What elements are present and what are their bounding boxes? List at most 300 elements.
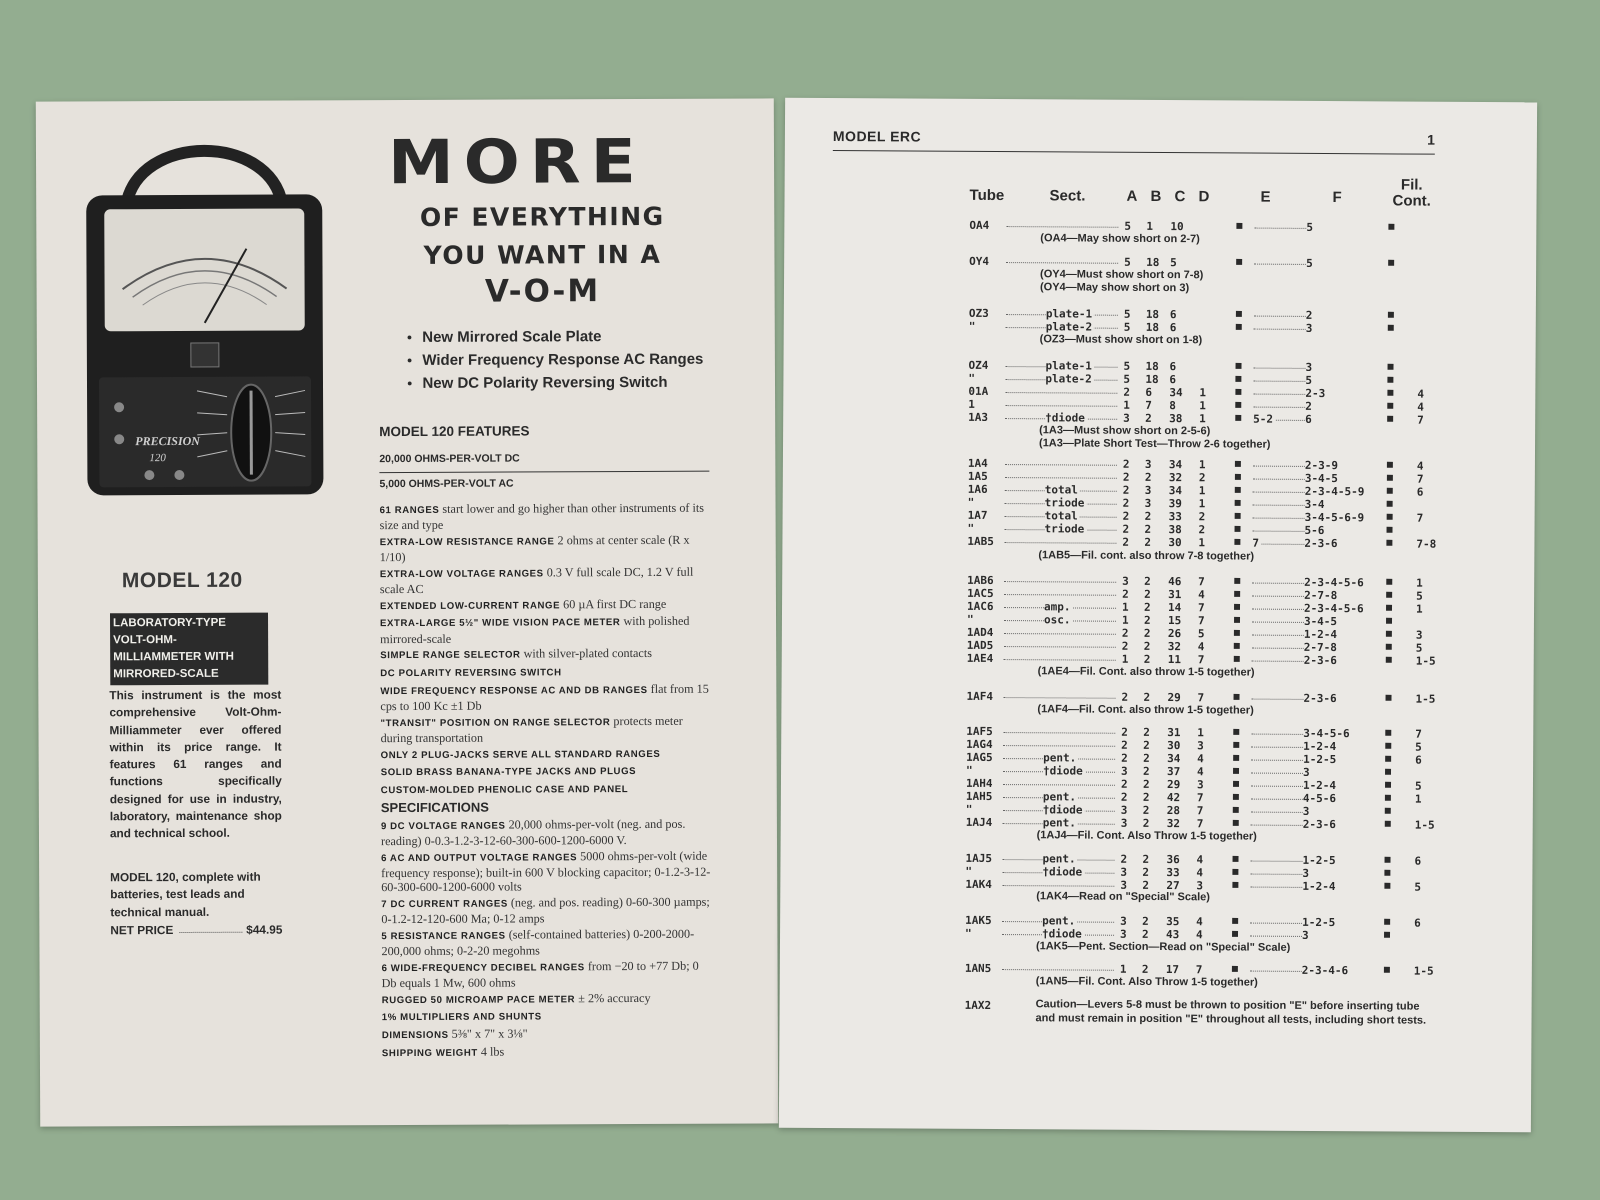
cell-sect: †diode [1042,865,1083,879]
cell-f: 4-5-6 [1302,791,1337,806]
feature-key: DC POLARITY REVERSING SWITCH [380,667,562,680]
cell-tube: " [967,521,975,535]
cell-b: 2 [1142,803,1150,817]
cell-fil: 7 [1415,727,1422,741]
cell-b: 2 [1142,852,1150,866]
square-marker-icon: ■ [1234,601,1241,613]
feature-text: with polished mirrored-scale [380,614,690,646]
cell-c: 31 [1167,726,1181,740]
square-marker-icon: ■ [1384,792,1391,804]
cell-sect: pent. [1043,751,1077,765]
cell-tube: 1AJ4 [965,815,993,829]
square-marker-icon: ■ [1387,413,1394,425]
cell-f: 3-4 [1304,497,1325,512]
dot-leader [1254,368,1306,369]
cell-tube: 1AF4 [966,689,994,703]
cell-d: 2 [1198,471,1206,485]
cell-tube: " [968,371,976,385]
feature-text: protects meter during transportation [380,713,683,745]
cell-tube: 1AB5 [967,534,994,548]
square-marker-icon: ■ [1234,523,1241,535]
dot-leader [1002,885,1114,887]
dot-leader [1251,747,1303,748]
feature-item [380,646,710,664]
cell-b: 2 [1144,600,1151,614]
headline: MORE [387,126,646,198]
cell-a: 2 [1121,725,1128,739]
square-marker-icon: ■ [1385,654,1392,666]
cell-c: 38 [1168,523,1182,537]
dot-leader [1253,531,1305,532]
square-marker-icon: ■ [1384,916,1391,928]
spec-key: SHIPPING WEIGHT [381,1047,478,1059]
cell-d: 7 [1197,614,1205,628]
dot-leader [1252,596,1304,597]
col-header-sect: Sect. [1049,187,1086,205]
cell-tube: 1AF5 [966,724,993,738]
cell-b: 2 [1141,962,1149,976]
dot-leader [1252,583,1304,584]
cell-a: 2 [1122,522,1130,536]
cell-e: 5-2 [1253,412,1274,426]
cell-f: 2-3-6 [1304,536,1338,551]
square-marker-icon: ■ [1233,739,1240,751]
cell-fil: 6 [1414,854,1422,868]
cell-b: 7 [1145,398,1152,412]
spec-key: RUGGED 50 MICROAMP PACE METER [381,994,576,1006]
spec-key: 6 AC AND OUTPUT VOLTAGE RANGES [381,852,578,865]
feature-text: 2 ohms at center scale (R x 1/10) [379,532,690,565]
cell-a: 2 [1122,496,1130,510]
specs-heading: SPECIFICATIONS [380,799,489,816]
dot-leader [1006,262,1118,264]
cell-tube: OY4 [969,254,990,268]
cell-tube: " [966,763,973,777]
cell-a: 2 [1121,751,1128,765]
cell-a: 2 [1122,470,1130,484]
price-label: NET PRICE [110,923,174,938]
cell-f: 1-2-5 [1302,853,1336,868]
cell-c: 32 [1168,471,1183,485]
cell-f: 1-2-4 [1303,739,1337,754]
subheadline-1: OF EVERYTHING [419,201,665,232]
square-marker-icon: ■ [1235,308,1242,320]
dot-leader [1252,609,1304,610]
dot-leader [1004,633,1116,635]
cell-d: 4 [1196,853,1204,867]
cell-tube: 1AG5 [966,750,993,764]
spec-item [382,990,712,1008]
cell-sect: plate-1 [1045,307,1093,321]
col-header-fil: Fil. [1400,176,1423,194]
spec-text: (self-contained batteries) 0-200-2000-200,000 ohms; 0-2-20 megohms [381,926,695,959]
cell-a: 1 [1122,600,1129,614]
cell-d: 7 [1197,653,1205,667]
spec-key: 9 DC VOLTAGE RANGES [380,820,506,833]
cell-tube: 01A [968,384,989,398]
cell-sect: osc. [1043,613,1071,627]
cell-d: 5 [1197,627,1205,641]
dot-leader [1253,394,1305,395]
cell-tube: 1AH5 [965,789,993,803]
cell-d: 4 [1197,765,1204,779]
tube-note: (1AK5—Pent. Section—Read on "Special" Scale) [1035,940,1291,954]
cell-tube: " [965,926,972,940]
dot-leader [1253,505,1305,506]
lab-type-box [110,613,268,686]
features-heading: MODEL 120 FEATURES [379,423,530,440]
cell-f: 2 [1305,308,1313,322]
cell-a: 1 [1121,652,1129,666]
feature-item [380,681,710,713]
dot-leader [1253,518,1305,519]
square-marker-icon: ■ [1233,627,1240,639]
dot-leader [1253,466,1305,467]
dot-leader [1254,264,1306,265]
cell-tube: 1AK5 [965,913,992,927]
cell-c: 6 [1169,360,1177,374]
cell-sect: total [1044,483,1078,497]
spec-text: ± 2% accuracy [575,990,651,1006]
feature-key: ONLY 2 PLUG-JACKS SERVE ALL STANDARD RANGES [380,748,661,761]
cell-c: 43 [1166,928,1180,942]
cell-b: 2 [1143,652,1151,666]
spec-key: DIMENSIONS [381,1029,449,1042]
dot-leader [1005,392,1117,394]
square-marker-icon: ■ [1232,778,1240,790]
cell-tube: 1A3 [968,410,989,424]
cell-c: 27 [1166,879,1180,893]
cell-c: 42 [1166,791,1181,805]
tube-note: (1AJ4—Fil. Cont. Also Throw 1-5 together) [1036,829,1257,843]
cell-b: 2 [1143,626,1151,640]
dot-leader [1004,542,1116,544]
dot-leader [1250,887,1302,888]
cell-f: 2 [1305,399,1312,413]
cell-fil: 6 [1416,485,1424,499]
cell-c: 34 [1169,386,1183,400]
feature-item [381,763,711,781]
cell-d: 7 [1196,804,1204,818]
cell-fil: 7 [1417,413,1424,427]
dot-leader [1250,861,1302,862]
feature-key: "TRANSIT" POSITION ON RANGE SELECTOR [380,716,611,729]
cell-b: 18 [1146,255,1160,270]
square-marker-icon: ■ [1386,498,1393,510]
cell-b: 2 [1143,690,1151,704]
feature-key: EXTENDED LOW-CURRENT RANGE [379,600,561,612]
square-marker-icon: ■ [1233,726,1240,738]
square-marker-icon: ■ [1385,740,1392,752]
cell-tube: 1A5 [967,469,988,483]
subheadline-3: V-O-M [484,273,601,310]
feature-key: EXTRA-LOW RESISTANCE RANGE [379,536,555,549]
square-marker-icon: ■ [1387,374,1394,386]
cell-sect: plate-2 [1045,372,1092,386]
cell-tube: " [967,495,975,509]
cell-a: 2 [1120,777,1128,791]
header-title: MODEL ERC [832,128,922,145]
feature-item [381,745,711,763]
cell-c: 32 [1167,640,1182,654]
cell-fil: 1 [1416,576,1423,590]
square-marker-icon: ■ [1385,753,1392,765]
col-header-c: C [1174,188,1186,206]
cell-tube: " [968,319,976,333]
cell-f: 2-3-6 [1303,691,1337,706]
cell-a: 1 [1121,613,1129,627]
cell-c: 34 [1167,752,1181,766]
cell-d: 4 [1197,640,1205,654]
dot-leader [1251,786,1303,787]
dot-leader [1253,492,1305,493]
cell-f: 6 [1305,412,1312,426]
bullet-item: ● New DC Polarity Reversing Switch [407,371,704,395]
spec-item [382,959,712,991]
square-marker-icon: ■ [1231,963,1238,975]
cell-f: 2-3-4-5-9 [1304,484,1365,499]
square-marker-icon: ■ [1232,866,1239,878]
cell-fil: 5 [1414,779,1422,793]
square-marker-icon: ■ [1233,653,1240,665]
feature-item [380,564,710,596]
col-header-e: E [1260,188,1271,206]
cell-sect: pent. [1042,852,1076,866]
col-header-fil-cont [1392,177,1431,209]
model-title: MODEL 120 [121,568,243,593]
cell-f: 3-4-5-6-9 [1304,510,1365,525]
cell-b: 2 [1143,751,1150,765]
cell-d: 1 [1197,726,1204,740]
tube-note: (1AF4—Fil. Cont. also throw 1-5 together) [1037,703,1254,717]
cell-f: 3 [1303,765,1310,779]
dot-leader [1006,226,1118,228]
cell-tube: 1A6 [967,482,988,496]
dot-leader [1004,581,1116,583]
cell-sect: †diode [1042,927,1082,941]
square-marker-icon: ■ [1385,766,1392,778]
cell-fil: 5 [1415,641,1423,655]
tube-note: (OA4—May show short on 2-7) [1040,232,1200,246]
col-header-f: F [1332,189,1342,207]
square-marker-icon: ■ [1388,221,1395,233]
cell-a: 3 [1120,914,1127,928]
square-marker-icon: ■ [1235,386,1242,398]
dot-leader [1003,732,1115,734]
square-marker-icon: ■ [1388,257,1395,269]
cell-c: 38 [1169,412,1183,426]
price-row [110,923,282,938]
cell-d: 1 [1198,497,1206,511]
spec-item [382,1008,712,1026]
square-marker-icon: ■ [1387,387,1394,399]
cell-tube: 1AN5 [964,961,992,975]
dot-leader [1253,407,1305,408]
feature-item [380,501,710,533]
cell-c: 37 [1167,765,1181,779]
cell-c: 29 [1166,778,1181,792]
feature-item [380,614,710,646]
cell-b: 2 [1142,816,1150,830]
dot-leader [1254,228,1306,229]
feature-key: SIMPLE RANGE SELECTOR [380,649,521,662]
cell-a: 2 [1122,457,1130,471]
cell-sect: pent. [1042,816,1076,830]
cell-f: 3 [1302,928,1309,942]
cell-c: 28 [1166,804,1181,818]
feature-key: CUSTOM-MOLDED PHENOLIC CASE AND PANEL [380,783,629,797]
square-marker-icon: ■ [1385,692,1392,704]
tube-note: (OY4—Must show short on 7-8) [1040,268,1204,282]
cell-b: 2 [1143,738,1150,752]
cell-c: 33 [1168,510,1182,524]
intro-paragraph: This instrument is the most comprehensive Volt-Ohm-Milliammeter ever offered within its price range. It features 61 ranges and functions specifically designed for use in industry, laboratory, maintenance shop and technical school. [109,687,282,841]
cell-b: 3 [1144,496,1152,510]
dot-leader [1254,316,1306,317]
caution-text: Caution—Levers 5-8 must be thrown to position "E" before inserting tube and must remain in position "E" throughout all tests, including short tests. [1035,998,1427,1027]
cell-b: 2 [1144,522,1152,536]
price-value: $44.95 [246,922,283,937]
cell-tube: 1AD4 [966,625,994,639]
cell-f: 1-2-4 [1302,879,1336,894]
dot-leader [1004,646,1116,648]
cell-tube: 1AX2 [964,998,992,1012]
cell-fil: 5 [1414,880,1422,894]
cell-tube: 1AG4 [966,737,993,751]
cell-fil: 6 [1415,753,1422,767]
cell-fil: 1-5 [1415,692,1436,706]
cell-c: 5 [1170,256,1177,270]
square-marker-icon: ■ [1387,309,1394,321]
cell-sect: triode [1044,522,1085,536]
square-marker-icon: ■ [1387,400,1394,412]
dot-leader [1251,760,1303,761]
cell-a: 5 [1123,359,1131,373]
spec-text: 20,000 ohms-per-volt (neg. and pos. reading) 0-0.3-1.2-3-12-60-300-600-1200-6000 V. [380,816,686,849]
square-marker-icon: ■ [1235,360,1242,372]
tube-note: (1A3—Plate Short Test—Throw 2-6 together) [1039,437,1271,451]
dot-leader [1250,936,1302,937]
dot-leader [1003,745,1115,747]
spec-item [381,895,711,927]
col-header-cont: Cont. [1392,192,1431,210]
spec-item [381,849,711,895]
cell-tube: OZ3 [968,306,989,320]
tube-note: (OY4—May show short on 3) [1039,281,1190,295]
price-leader [179,923,242,933]
cell-a: 2 [1123,385,1131,399]
cell-d: 7 [1195,963,1203,977]
dot-leader [1005,405,1117,407]
cell-d: 7 [1196,817,1204,831]
dot-leader [1252,648,1304,649]
dot-leader [1251,773,1303,774]
feature-text: 60 µA first DC range [560,596,667,612]
tube-note: (1AN5—Fil. Cont. Also Throw 1-5 together) [1035,975,1258,989]
col-header-b: B [1150,187,1162,206]
spec-text: 5⅜" x 7" x 3⅛" [448,1026,528,1041]
cell-b: 2 [1142,865,1150,879]
dot-leader [1005,477,1117,479]
bullet-list [407,325,704,395]
cell-sect: pent. [1042,790,1077,804]
dot-leader [1004,594,1116,596]
dot-leader [1005,464,1117,466]
cell-c: 36 [1166,853,1180,867]
cell-d: 2 [1198,510,1206,524]
square-marker-icon: ■ [1233,640,1240,652]
cell-a: 5 [1123,372,1131,386]
cell-c: 31 [1168,588,1182,602]
square-marker-icon: ■ [1234,497,1241,509]
cell-c: 32 [1166,817,1181,831]
cell-tube: " [965,802,973,816]
square-marker-icon: ■ [1233,614,1241,626]
cell-c: 26 [1167,627,1182,641]
tube-note: (1AK4—Read on "Special" Scale) [1036,890,1210,904]
cell-d: 4 [1196,866,1204,880]
cell-fil: 4 [1416,459,1424,473]
cell-a: 3 [1120,927,1127,941]
cell-b: 18 [1145,359,1159,373]
cell-fil: 7 [1416,472,1424,486]
cell-a: 5 [1123,307,1131,321]
cell-tube: 1A7 [967,508,988,522]
spec-item [382,1044,712,1062]
cell-c: 6 [1169,373,1177,387]
square-marker-icon: ■ [1234,471,1241,483]
cell-e: 7 [1252,536,1260,550]
square-marker-icon: ■ [1234,575,1241,587]
cell-d: 4 [1197,752,1204,766]
cell-f: 5 [1305,373,1313,387]
cell-a: 1 [1119,962,1127,976]
feature-text: 0.3 V full scale DC, 1.2 V full scale AC [379,564,694,597]
cell-d: 3 [1196,879,1204,893]
cell-c: 14 [1168,601,1182,615]
cell-b: 18 [1145,372,1159,386]
cell-a: 2 [1121,639,1129,653]
dot-leader [1004,659,1116,661]
specs-list [381,817,712,1063]
cell-fil: 3 [1415,628,1423,642]
cell-a: 2 [1122,587,1129,601]
col-header-tube: Tube [969,186,1005,205]
cell-b: 2 [1144,509,1152,523]
cell-b: 2 [1144,574,1151,588]
cell-sect: triode [1044,496,1085,510]
cell-d: 7 [1197,691,1205,705]
cell-a: 3 [1120,878,1128,892]
cell-b: 2 [1142,927,1149,941]
tube-note: (1AB5—Fil. cont. also throw 7-8 together) [1038,549,1255,563]
cell-f: 3-4-5 [1303,614,1338,629]
dot-leader [1252,622,1304,623]
cell-d: 1 [1199,399,1206,413]
cell-f: 1-2-5 [1303,752,1337,767]
square-marker-icon: ■ [1232,804,1239,816]
cell-f: 2-3-6 [1303,653,1337,668]
left-page [36,98,778,1126]
cell-f: 5 [1306,256,1313,270]
cell-fil: 1 [1414,792,1422,806]
spec-key: 7 DC CURRENT RANGES [381,898,508,911]
cell-fil: 1 [1416,602,1423,616]
cell-b: 2 [1145,411,1152,425]
divider [379,471,709,473]
cell-a: 2 [1121,738,1128,752]
cell-d: 1 [1198,484,1206,498]
